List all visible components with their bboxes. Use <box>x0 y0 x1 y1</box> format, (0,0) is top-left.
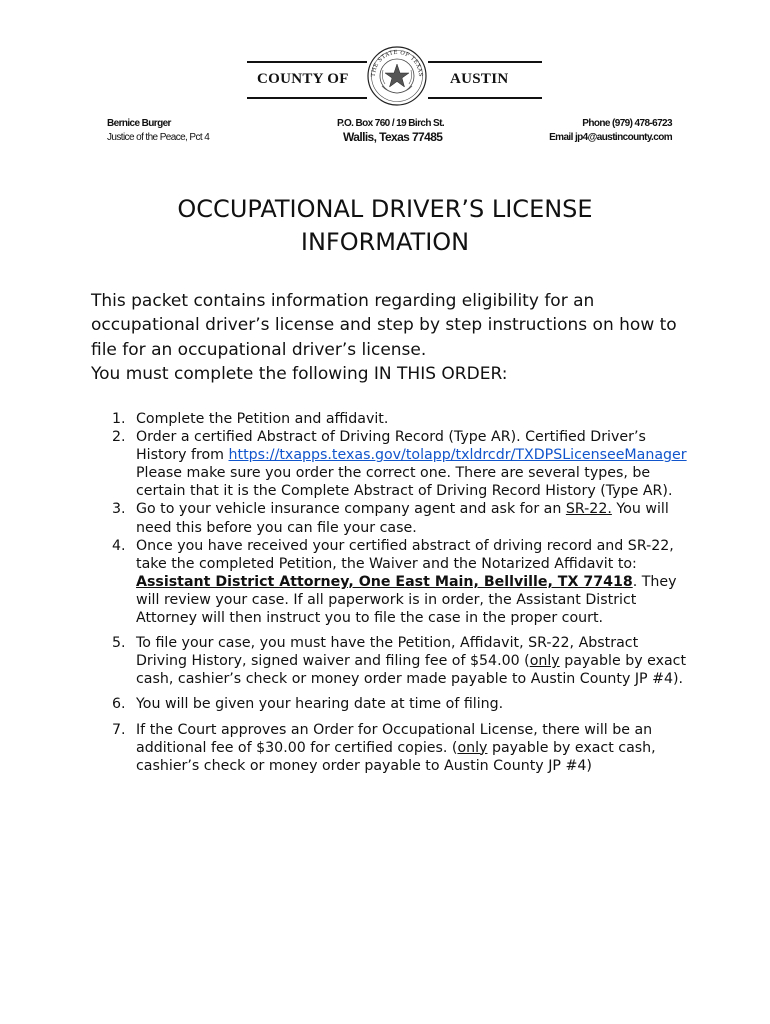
seal-text: THE STATE OF TEXAS <box>370 49 424 77</box>
list-item <box>112 410 692 428</box>
step-text: If the Court approves an Order for Occupational License, there will be an additional fee of $30.00 for certified copies. ( <box>136 721 653 756</box>
phone-number: Phone (979) 478-6723 <box>582 118 672 129</box>
title-line-1: OCCUPATIONAL DRIVER’S LICENSE <box>177 195 593 223</box>
list-item <box>112 695 692 713</box>
order-instruction: You must complete the following IN THIS ORDER: <box>91 363 508 384</box>
state-seal-icon <box>367 46 427 106</box>
intro-section <box>91 289 701 386</box>
header-rule-left-bottom <box>247 97 367 99</box>
title-line-2: INFORMATION <box>300 228 470 256</box>
mailing-address: P.O. Box 760 / 19 Birch St. <box>337 118 445 129</box>
step-text-continued: You will need this before you can file your case. <box>136 501 669 536</box>
list-item <box>112 721 692 775</box>
step-text: You will be given your hearing date at time of filing. <box>136 696 504 713</box>
step-number: 5. <box>112 635 126 652</box>
only-emphasis: only <box>529 653 560 670</box>
step-text-continued: payable by exact cash, cashier’s check or money order payable to Austin County JP #4) <box>136 739 656 774</box>
steps-list <box>112 410 692 775</box>
sr22-emphasis: SR-22. <box>565 501 612 518</box>
header-rule-right-top <box>428 61 542 63</box>
district-attorney-address: Assistant District Attorney, One East Main, Bellville, TX 77418 <box>136 573 633 590</box>
list-item <box>112 428 692 500</box>
intro-paragraph: This packet contains information regarding eligibility for an occupational driver’s license and step by step instructions on how to file for an occupational driver’s license. <box>91 291 677 360</box>
step-number: 6. <box>112 696 126 713</box>
county-label: COUNTY OF <box>257 71 349 87</box>
step-text: Order a certified Abstract of Driving Record (Type AR). Certified Driver’s History from <box>136 429 646 464</box>
county-name: AUSTIN <box>450 71 509 87</box>
list-item <box>112 537 692 627</box>
judge-name: Bernice Burger <box>107 118 171 129</box>
step-number: 1. <box>112 411 126 427</box>
step-number: 7. <box>112 721 126 738</box>
step-text-continued: Please make sure you order the correct one. There are several types, be certain that it is the Complete Abstract of Driving Record History (Type AR). <box>136 465 673 500</box>
step-number: 3. <box>112 501 126 518</box>
step-number: 4. <box>112 537 126 554</box>
email-address: Email jp4@austincounty.com <box>549 132 672 143</box>
step-text-continued: payable by exact cash, cashier’s check or money order made payable to Austin County JP #4). <box>136 653 687 688</box>
header-rule-right-bottom <box>428 97 542 99</box>
step-text: Complete the Petition and affidavit. <box>136 411 389 427</box>
header-rule-left-top <box>247 61 367 63</box>
city-state-zip: Wallis, Texas 77485 <box>343 130 443 144</box>
list-item <box>112 634 692 688</box>
judge-title: Justice of the Peace, Pct 4 <box>107 132 210 143</box>
step-text-continued: . They will review your case. If all paperwork is in order, the Assistant District Attorney will then instruct you to file the case in the proper court. <box>136 573 677 627</box>
list-item <box>112 500 692 536</box>
step-number: 2. <box>112 429 126 446</box>
only-emphasis: only <box>457 739 488 756</box>
step-text: Once you have received your certified abstract of driving record and SR-22, take the completed Petition, the Waiver and the Notarized Affidavit to: <box>136 537 674 572</box>
step-text: To file your case, you must have the Petition, Affidavit, SR-22, Abstract Driving History, signed waiver and filing fee of $54.00 ( <box>136 635 639 670</box>
step-text: Go to your vehicle insurance company agent and ask for an <box>136 501 566 518</box>
page-title <box>100 193 670 259</box>
dps-licensee-manager-link[interactable]: https://txapps.texas.gov/tolapp/txldrcdr/TXDPSLicenseeManager <box>228 447 687 464</box>
